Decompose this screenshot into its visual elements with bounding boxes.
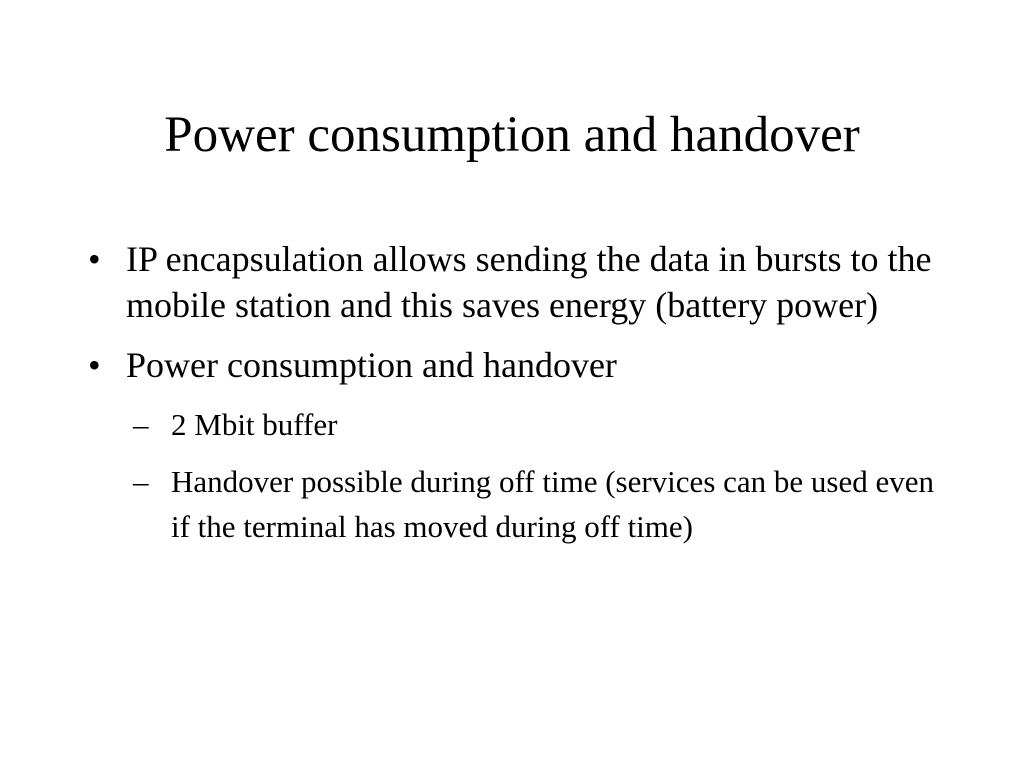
slide-title: Power consumption and handover	[164, 107, 860, 163]
bullet-text: Power consumption and handover	[126, 345, 617, 385]
sub-bullet-text: Handover possible during off time (services can be used even if the terminal has moved during off time)	[171, 464, 934, 544]
sub-bullet-mark: –	[133, 407, 149, 442]
sub-list	[88, 402, 958, 549]
sub-bullet-mark: –	[133, 464, 149, 499]
sub-bullet-item-2	[126, 459, 958, 549]
slide-body	[88, 236, 958, 561]
bullet-item-2	[88, 342, 958, 388]
sub-bullet-text: 2 Mbit buffer	[171, 407, 338, 442]
bullet-mark: •	[88, 345, 101, 385]
bullet-mark: •	[88, 239, 101, 279]
bullet-item-1	[88, 236, 958, 328]
bullet-text: IP encapsulation allows sending the data in bursts to the mobile station and this saves energy (battery power)	[126, 239, 932, 325]
sub-bullet-item-1	[126, 402, 958, 447]
